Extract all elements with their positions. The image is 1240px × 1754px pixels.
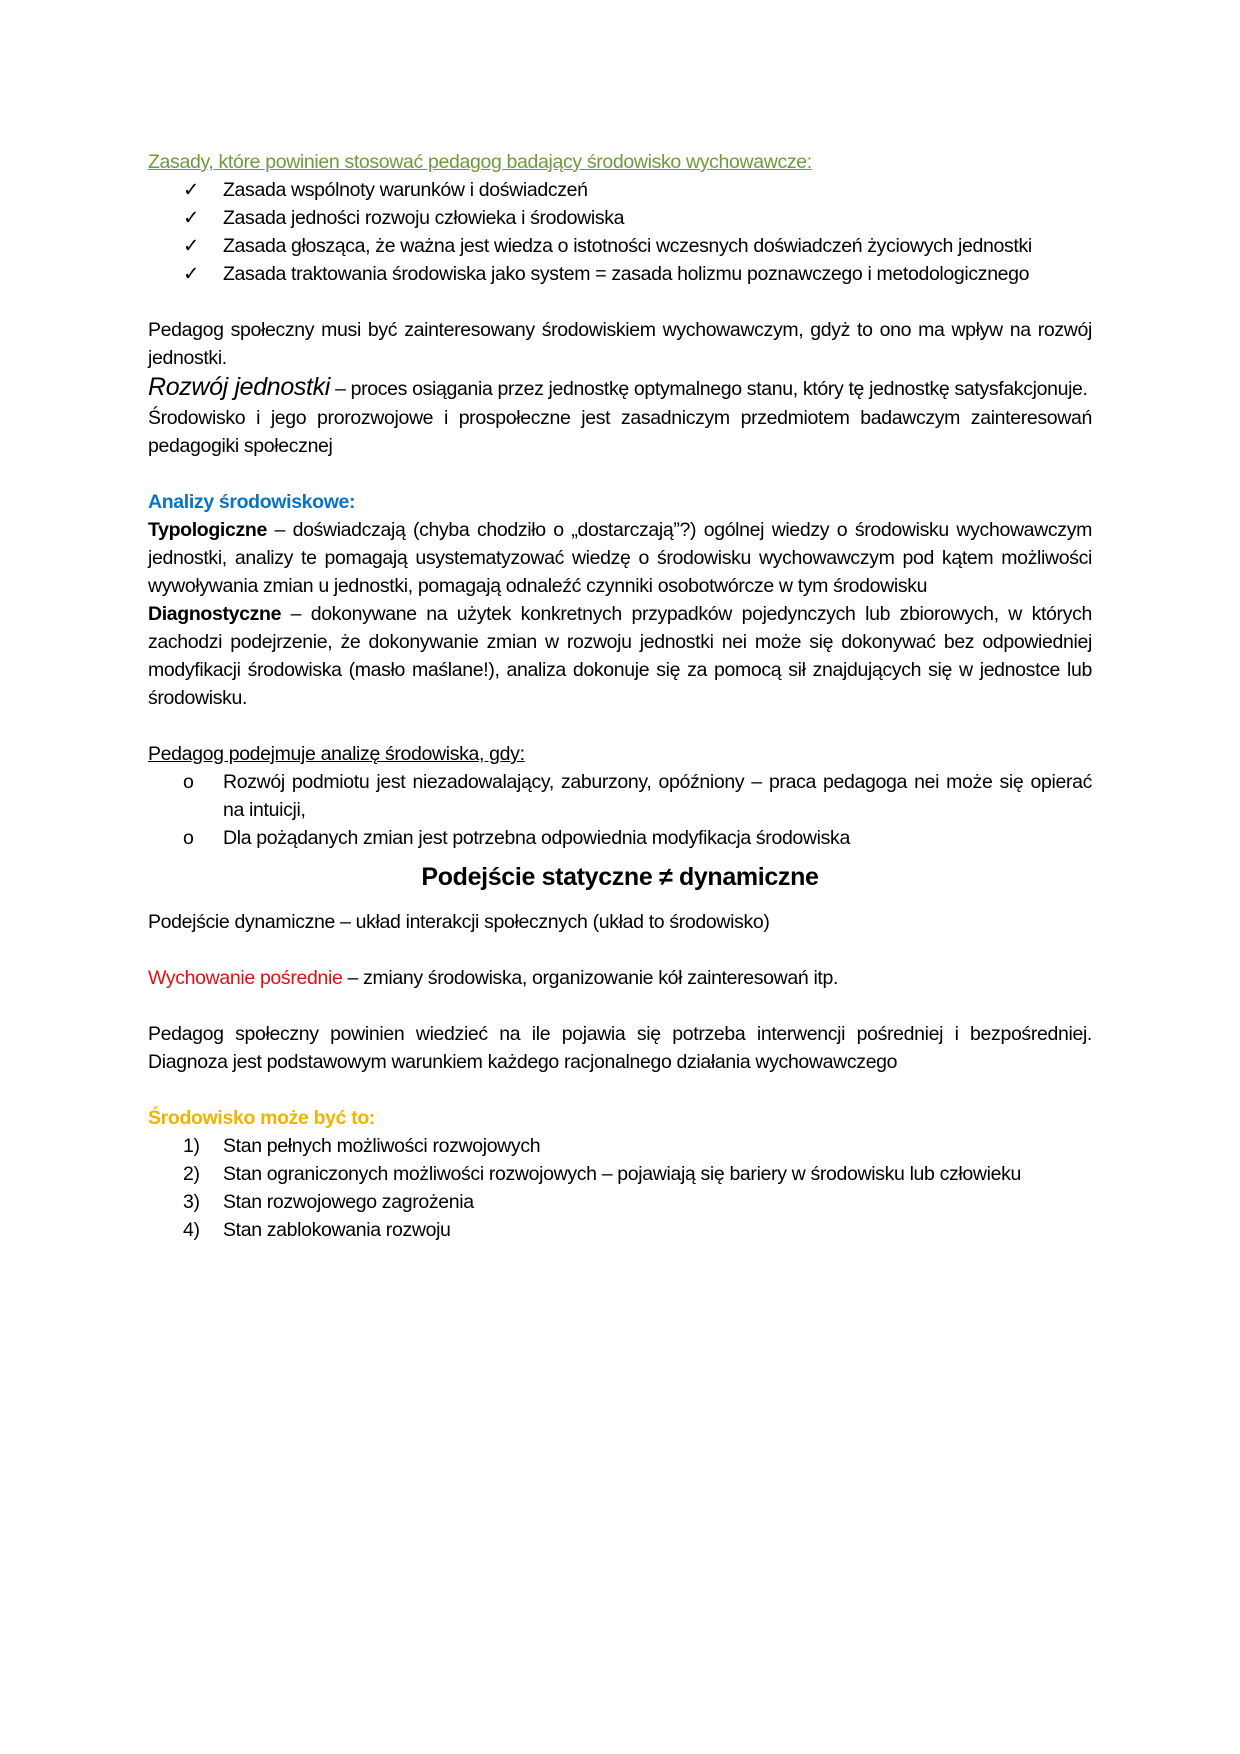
list-number: 1) <box>183 1135 200 1157</box>
environment-states-list <box>148 1132 1092 1244</box>
typological-paragraph <box>148 516 1092 600</box>
definition-text: – zmiany środowiska, organizowanie kół zainteresowań itp. <box>342 967 839 989</box>
list-item-text: Stan ograniczonych możliwości rozwojowych – pojawiają się bariery w środowisku lub człowieku <box>223 1163 1021 1185</box>
list-item <box>148 824 1092 852</box>
list-item <box>148 1216 1092 1244</box>
list-item <box>148 1132 1092 1160</box>
list-item-text: Zasada głosząca, że ważna jest wiedza o istotności wczesnych doświadczeń życiowych jednostki <box>223 235 1032 257</box>
list-item <box>148 768 1092 824</box>
section-title-when: Pedagog podejmuje analizę środowiska, gdy: <box>148 743 525 765</box>
list-item <box>148 176 1092 204</box>
list-item-text: Stan rozwojowego zagrożenia <box>223 1191 474 1213</box>
paragraph: Pedagog społeczny musi być zainteresowany środowiskiem wychowawczym, gdyż to ono ma wpływ na rozwój jednostki. <box>148 319 1092 369</box>
list-item <box>148 232 1092 260</box>
definition-text: – proces osiągania przez jednostkę optymalnego stanu, który tę jednostkę satysfakcjonuje. <box>330 378 1088 400</box>
conditions-list <box>148 768 1092 852</box>
definition-paragraph <box>148 372 1092 404</box>
list-item <box>148 1160 1092 1188</box>
list-item-text: Zasada jedności rozwoju człowieka i środowiska <box>223 207 625 229</box>
list-item-text: Zasada wspólnoty warunków i doświadczeń <box>223 179 588 201</box>
typological-text: – doświadczają (chyba chodziło o „dostarczają”?) ogólnej wiedzy o środowisku wychowawczym jednostki, analizy te pomagają usystematyzować wiedzę o środowisku wychowawczym pod kątem możliwości wywoływania zmian u jednostki, pomagają odnaleźć czynniki osobotwórcze w tym środowisku <box>148 519 1092 597</box>
diagnostic-text: – dokonywane na użytek konkretnych przypadków pojedynczych lub zbiorowych, w których zachodzi podejrzenie, że dokonywanie zmian w rozwoju jednostki nei może się dokonywać bez odpowiedniej modyfikacji środowiska (masło maślane!), analiza dokonuje się za pomocą sił znajdujących się w jednostce lub środowisku. <box>148 603 1092 709</box>
list-item <box>148 260 1092 288</box>
section-title-principles: Zasady, które powinien stosować pedagog badający środowisko wychowawcze: <box>148 151 812 173</box>
checkmark-icon: ✓ <box>183 207 199 229</box>
paragraph: Środowisko i jego prorozwojowe i prospołeczne jest zasadniczym przedmiotem badawczym zainteresowań pedagogiki społecznej <box>148 407 1092 457</box>
list-item-text: Stan zablokowania rozwoju <box>223 1219 451 1241</box>
list-number: 2) <box>183 1163 200 1185</box>
list-item-text: Dla pożądanych zmian jest potrzebna odpowiednia modyfikacja środowiska <box>223 827 850 849</box>
definition-term: Rozwój jednostki <box>148 373 330 401</box>
principles-list <box>148 176 1092 288</box>
definition-term: Wychowanie pośrednie <box>148 967 343 989</box>
section-heading: Podejście statyczne ≠ dynamiczne <box>421 863 819 891</box>
term-typological: Typologiczne <box>148 519 267 541</box>
diagnostic-paragraph <box>148 600 1092 712</box>
list-number: 4) <box>183 1219 200 1241</box>
checkmark-icon: ✓ <box>183 235 199 257</box>
term-diagnostic: Diagnostyczne <box>148 603 282 625</box>
list-item-text: Stan pełnych możliwości rozwojowych <box>223 1135 541 1157</box>
list-item-text: Zasada traktowania środowiska jako system = zasada holizmu poznawczego i metodologicznego <box>223 263 1030 285</box>
list-item <box>148 204 1092 232</box>
list-item-text: Rozwój podmiotu jest niezadowalający, zaburzony, opóźniony – praca pedagoga nei może się opierać na intuicji, <box>223 771 1092 821</box>
paragraph: Podejście dynamiczne – układ interakcji społecznych (układ to środowisko) <box>148 911 770 933</box>
list-number: 3) <box>183 1191 200 1213</box>
checkmark-icon: ✓ <box>183 263 199 285</box>
section-title-environment: Środowisko może być to: <box>148 1107 376 1129</box>
list-item <box>148 1188 1092 1216</box>
checkmark-icon: ✓ <box>183 179 199 201</box>
circle-bullet-icon: o <box>183 771 194 793</box>
definition-paragraph <box>148 964 1092 992</box>
paragraph: Pedagog społeczny powinien wiedzieć na ile pojawia się potrzeba interwencji pośredniej i bezpośredniej. Diagnoza jest podstawowym warunkiem każdego racjonalnego działania wychowawczego <box>148 1023 1092 1073</box>
circle-bullet-icon: o <box>183 827 194 849</box>
section-title-analyses: Analizy środowiskowe: <box>148 491 356 513</box>
